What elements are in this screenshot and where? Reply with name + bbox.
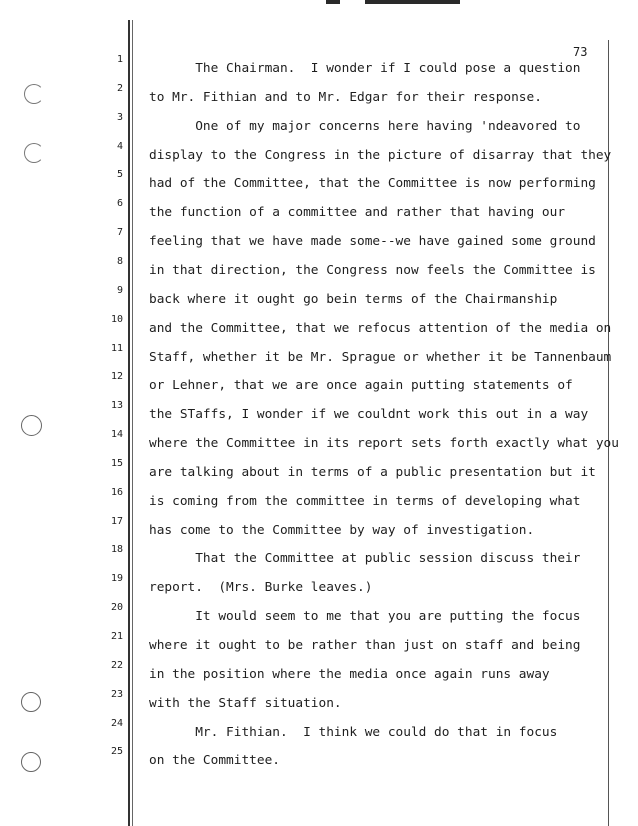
line-number: 6 [116, 198, 123, 210]
transcript-line: to Mr. Fithian and to Mr. Edgar for their response. [149, 89, 542, 105]
transcript-line: One of my major concerns here having 'ndeavored to [149, 118, 581, 134]
line-number: 12 [110, 371, 123, 383]
line-number: 16 [110, 486, 123, 498]
transcript-line: where the Committee in its report sets forth exactly what you [149, 436, 619, 452]
line-number: 10 [110, 313, 123, 325]
transcript-line: display to the Congress in the picture of disarray that they [149, 147, 612, 163]
line-number: 5 [116, 169, 123, 181]
transcript-line: the STaffs, I wonder if we couldnt work this out in a way [149, 407, 589, 423]
line-number: 11 [110, 342, 123, 354]
line-number: 1 [116, 54, 123, 65]
transcript-line: the function of a committee and rather that having our [149, 205, 566, 221]
punch-hole-partial [24, 143, 44, 163]
transcript-line: Staff, whether it be Mr. Sprague or whether it be Tannenbaum [149, 349, 612, 365]
transcript-line: The Chairman. I wonder if I could pose a question [149, 61, 581, 76]
top-scan-mark [365, 0, 460, 4]
transcript-line: in the position where the media once again runs away [149, 666, 550, 682]
transcript-line: That the Committee at public session discuss their [149, 551, 581, 567]
line-number: 22 [110, 659, 123, 671]
transcript-line: Mr. Fithian. I think we could do that in focus [149, 724, 558, 740]
punch-hole [21, 692, 41, 712]
line-number: 20 [110, 602, 123, 614]
line-number: 13 [110, 400, 123, 412]
line-number: 17 [110, 515, 123, 527]
transcript-line: or Lehner, that we are once again putting statements of [149, 378, 573, 394]
line-number: 14 [110, 429, 123, 441]
line-number: 3 [116, 111, 123, 123]
line-number: 24 [110, 717, 123, 729]
transcript-line: has come to the Committee by way of investigation. [149, 522, 535, 538]
left-margin-rule [128, 20, 130, 826]
transcript-line: in that direction, the Congress now feels the Committee is [149, 262, 596, 278]
transcript-line: are talking about in terms of a public presentation but it [149, 464, 596, 480]
line-number: 25 [110, 746, 123, 758]
transcript-line: had of the Committee, that the Committee is now performing [149, 176, 596, 192]
punch-hole [21, 752, 41, 772]
transcript-line: report. (Mrs. Burke leaves.) [149, 580, 373, 596]
transcript-line: and the Committee, that we refocus attention of the media on [149, 320, 612, 336]
left-margin-rule [132, 20, 133, 826]
punch-hole [21, 415, 42, 436]
line-number: 21 [110, 631, 123, 642]
transcript-line: is coming from the committee in terms of developing what [149, 493, 581, 509]
line-number: 18 [110, 544, 123, 556]
transcript-line: feeling that we have made some--we have gained some ground [149, 234, 596, 250]
transcript-line: on the Committee. [149, 753, 280, 769]
transcript-line: where it ought to be rather than just on staff and being [149, 638, 581, 653]
line-number: 8 [116, 255, 123, 267]
line-number: 23 [110, 688, 123, 700]
punch-hole-partial [24, 84, 44, 104]
line-number: 9 [116, 284, 123, 296]
transcript-line: back where it ought go bein terms of the Chairmanship [149, 291, 558, 307]
top-scan-mark [326, 0, 340, 4]
line-number: 2 [116, 82, 123, 94]
page-number: 73 [573, 45, 588, 59]
line-number: 15 [110, 457, 123, 469]
line-number: 4 [116, 140, 123, 152]
transcript-line: with the Staff situation. [149, 695, 342, 711]
line-number: 7 [116, 227, 123, 239]
transcript-line: It would seem to me that you are putting the focus [149, 609, 581, 625]
line-number: 19 [110, 573, 123, 585]
